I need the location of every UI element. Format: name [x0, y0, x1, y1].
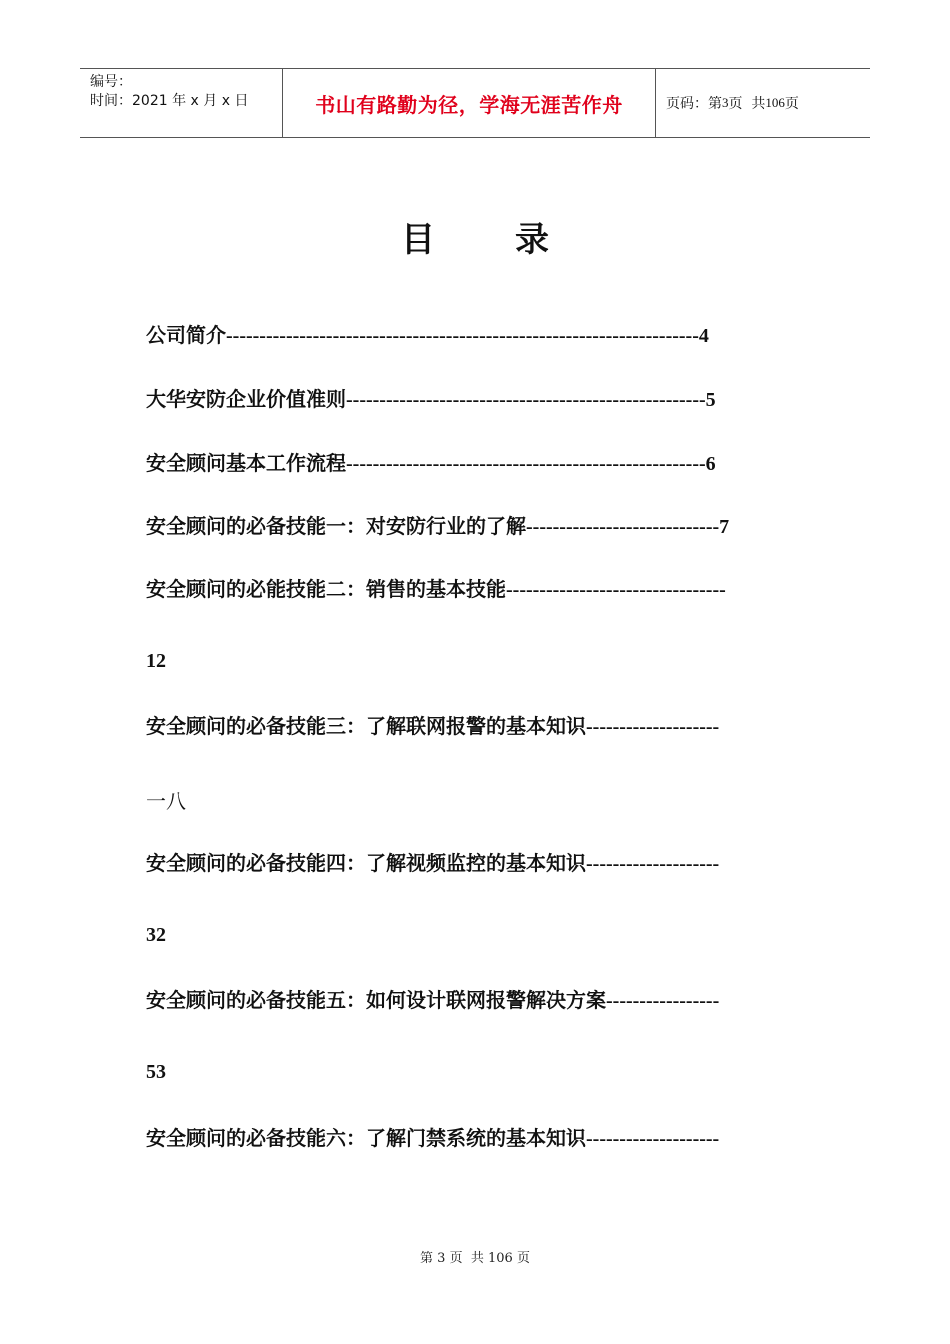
toc-entry[interactable] [146, 1122, 806, 1151]
header-left-cell [80, 69, 282, 137]
toc-dot-leader: -------------------- [586, 716, 720, 738]
toc-entry[interactable] [146, 573, 806, 602]
toc-entry[interactable] [146, 383, 806, 412]
document-number-label: 编号： [90, 74, 132, 90]
toc-page-number: 12 [146, 650, 166, 672]
toc-entry-continuation[interactable] [146, 1059, 806, 1084]
toc-entry-text: 一八 [146, 789, 186, 813]
toc-entry[interactable] [146, 447, 806, 476]
document-date: 时间：2021 年 x 月 x 日 [90, 93, 249, 109]
toc-dot-leader: ----------------------------- [526, 516, 720, 538]
header-motto: 书山有路勤为径，学海无涯苦作舟 [315, 92, 623, 117]
toc-page-number: 53 [146, 1061, 166, 1083]
header-motto-cell [282, 69, 656, 137]
title-char-1: 目 [401, 220, 435, 260]
header-page-mid: 页 共 [728, 96, 766, 112]
toc-entry-text: 公司简介 [146, 323, 226, 347]
header-page-prefix: 页码：第 [666, 96, 722, 112]
toc-entry-text: 安全顾问的必备技能五：如何设计联网报警解决方案 [146, 988, 606, 1012]
toc-entry-text: 安全顾问基本工作流程 [146, 451, 346, 475]
toc-entry[interactable] [146, 510, 806, 539]
toc-entry-text: 安全顾问的必备技能四：了解视频监控的基本知识 [146, 851, 586, 875]
header-page-current: 3 [722, 95, 729, 110]
toc-page-number: 5 [705, 389, 716, 411]
toc-entry-text: 大华安防企业价值准则 [146, 387, 346, 411]
toc-entry[interactable] [146, 710, 806, 739]
header-page-total: 106 [765, 95, 785, 110]
toc-entry[interactable] [146, 319, 806, 348]
header-page-suffix: 页 [784, 96, 799, 112]
footer-page-total: 106 [488, 1251, 513, 1266]
toc-dot-leader: --------------------------------- [506, 579, 726, 601]
toc-entry-continuation[interactable] [146, 648, 806, 673]
toc-page-number: 6 [705, 453, 716, 475]
toc-entry-text: 安全顾问的必能技能二：销售的基本技能 [146, 577, 506, 601]
header-page-cell [656, 69, 870, 137]
toc-entry-text: 安全顾问的必备技能一：对安防行业的了解 [146, 514, 526, 538]
page-footer [0, 1247, 950, 1266]
toc-page-number: 32 [146, 924, 166, 946]
footer-prefix: 第 [420, 1251, 434, 1266]
toc-entry-text: 安全顾问的必备技能六：了解门禁系统的基本知识 [146, 1126, 586, 1150]
toc-page-number: 4 [698, 325, 709, 347]
toc-dot-leader: -------------------- [586, 853, 720, 875]
toc-entry[interactable] [146, 847, 806, 876]
toc-dot-leader: ----------------- [606, 990, 720, 1012]
page-title [0, 212, 950, 261]
toc-entry[interactable] [146, 984, 806, 1013]
toc-dot-leader: -------------------- [586, 1128, 720, 1150]
footer-page-current: 3 [437, 1251, 446, 1266]
toc-page-number: 7 [719, 516, 730, 538]
toc-entry-continuation[interactable] [146, 785, 806, 814]
title-char-2: 录 [515, 220, 549, 260]
page-header [80, 68, 870, 138]
toc-entry-text: 安全顾问的必备技能三：了解联网报警的基本知识 [146, 714, 586, 738]
toc-entry-continuation[interactable] [146, 922, 806, 947]
footer-mid: 页 共 [449, 1251, 484, 1266]
toc-dot-leader: ------------------------------------------------------ [346, 389, 706, 411]
toc-dot-leader: ----------------------------------------------------------------------- [226, 325, 699, 347]
toc-dot-leader: ------------------------------------------------------ [346, 453, 706, 475]
footer-suffix: 页 [516, 1251, 530, 1266]
